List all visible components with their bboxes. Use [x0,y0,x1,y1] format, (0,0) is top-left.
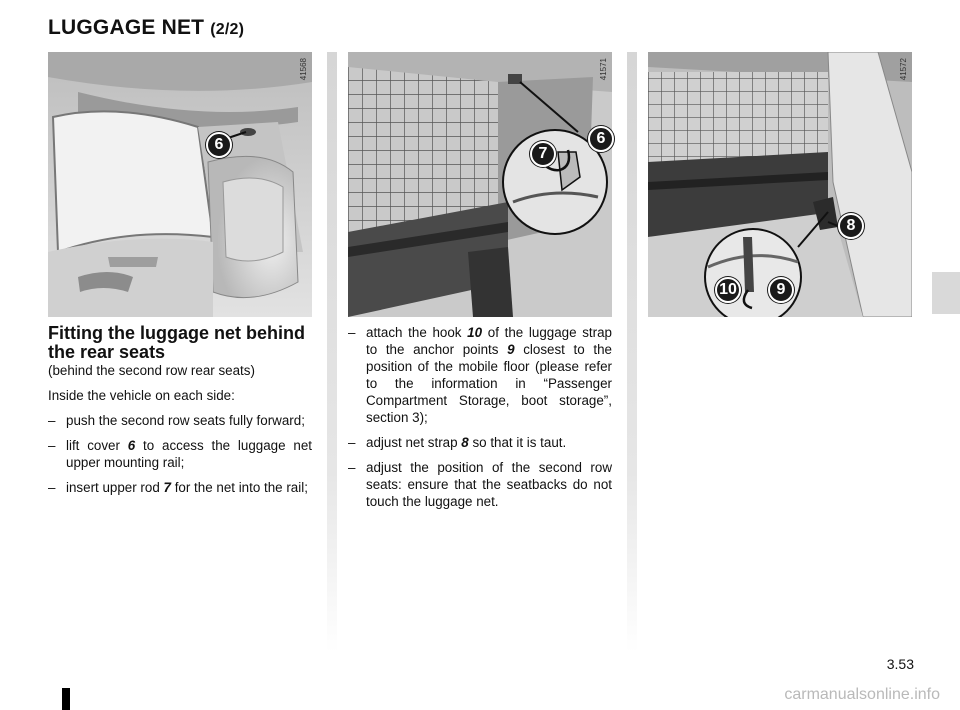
figure-id-label: 41572 [899,58,908,81]
title-part-indicator: (2/2) [210,21,245,38]
column-divider [327,52,337,652]
ref-number: 8 [461,435,469,450]
callout-6-cover: 6 [588,126,614,152]
page-title [48,16,244,40]
ref-number: 10 [467,325,483,340]
intro-text: Inside the vehicle on each side: [48,388,235,403]
step-adjust-strap: – adjust net strap 8 so that it is taut. [348,434,612,451]
callout-7-upper-rod: 7 [530,141,556,167]
watermark: carmanualsonline.info [784,686,940,703]
corner-mark [62,688,70,710]
section-subheading: (behind the second row rear seats) [48,363,255,378]
callout-9-anchor-point: 9 [768,277,794,303]
callout-6-cover: 6 [206,132,232,158]
figure-net-rod-photo [348,52,612,317]
step-push-seats: – push the second row seats fully forward; [48,412,312,429]
figure-id-label: 41568 [299,58,308,81]
page-number: 3.53 [886,656,914,672]
figure-rear-cabin-photo [48,52,312,317]
column-divider [627,52,637,652]
section-heading: Fitting the luggage net behind the rear seats [48,323,305,362]
title-main: LUGGAGE NET [48,16,205,39]
callout-10-hook: 10 [715,277,741,303]
column-1-text [48,324,312,504]
ref-number: 9 [507,342,515,357]
net-rod-illustration [348,52,612,317]
step-insert-rod: – insert upper rod 7 for the net into the rail; [48,479,312,496]
ref-number: 6 [127,438,136,453]
chapter-tab [932,272,960,314]
ref-number: 7 [163,480,171,495]
callout-8-net-strap: 8 [838,213,864,239]
figure-id-label: 41571 [599,58,608,81]
step-attach-hook: – attach the hook 10 of the luggage strap to the anchor points 9 closest to the position of the mobile floor (please refer to the information in “Passenger Compartment Storage, boot storage”, section 3); [348,324,612,426]
rear-cabin-illustration [48,52,312,317]
step-lift-cover: – lift cover 6 to access the luggage net upper mounting rail; [48,437,312,471]
column-2-text [348,324,612,518]
step-adjust-seats: – adjust the position of the second row seats: ensure that the seatbacks do not touch the luggage net. [348,459,612,510]
